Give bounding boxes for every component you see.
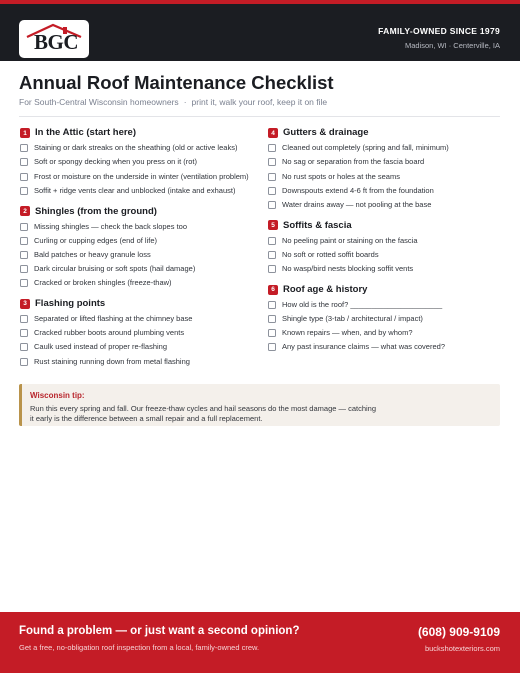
checkbox[interactable]	[20, 187, 28, 195]
checklist-item-label: Cracked rubber boots around plumbing vents	[34, 328, 185, 338]
checkbox[interactable]	[268, 251, 276, 259]
subtitle-instructions: print it, walk your roof, keep it on file	[191, 97, 328, 107]
checklist-column-left	[20, 126, 260, 367]
checklist-item-label: Soffit + ridge vents clear and unblocked (intake and exhaust)	[34, 185, 236, 195]
checklist-item	[20, 357, 260, 368]
page-header	[0, 4, 520, 61]
checklist-item	[20, 186, 260, 197]
checklist-item	[268, 250, 504, 261]
checklist-item-label: Known repairs — when, and by whom?	[282, 328, 413, 338]
tip-body: Run this every spring and fall. Our freeze-thaw cycles and hail seasons do the most damage — catching it early is the difference between a small repair and a full replacement.	[30, 404, 377, 423]
checklist-item-label: Curling or cupping edges (end of life)	[34, 235, 157, 245]
section-header	[268, 126, 504, 140]
wisconsin-tip-callout	[19, 384, 500, 426]
subtitle-audience: For South-Central Wisconsin homeowners	[19, 97, 179, 107]
checklist-item-label: Dark circular bruising or soft spots (hail damage)	[34, 264, 196, 274]
checklist-item-label: Soft or spongy decking when you press on it (rot)	[34, 157, 198, 167]
checkbox[interactable]	[268, 187, 276, 195]
checkbox[interactable]	[20, 265, 28, 273]
checklist-section	[20, 297, 260, 367]
section-title: Flashing points	[35, 298, 106, 310]
checklist-items	[20, 143, 260, 196]
checklist-item	[268, 157, 504, 168]
checklist-item	[268, 342, 504, 353]
checklist-item-label: How old is the roof? ______________________	[282, 300, 443, 310]
checklist-item	[268, 314, 504, 325]
checklist-section	[20, 126, 260, 196]
checkbox[interactable]	[20, 158, 28, 166]
checklist-item	[268, 300, 504, 311]
checkbox[interactable]	[268, 201, 276, 209]
checkbox[interactable]	[20, 144, 28, 152]
footer-phone[interactable]: (608) 909-9109	[417, 625, 500, 639]
section-title: Gutters & drainage	[283, 127, 369, 139]
checklist-item	[20, 157, 260, 168]
page-footer	[0, 612, 520, 673]
checkbox[interactable]	[20, 251, 28, 259]
checklist-item	[20, 172, 260, 183]
header-tagline: FAMILY-OWNED SINCE 1979	[378, 26, 500, 36]
checkbox[interactable]	[268, 343, 276, 351]
checklist-item	[268, 186, 504, 197]
section-title: Soffits & fascia	[283, 219, 352, 231]
checklist-item	[20, 143, 260, 154]
checkbox[interactable]	[268, 329, 276, 337]
checklist-item	[20, 222, 260, 233]
section-title: Shingles (from the ground)	[35, 205, 157, 217]
checklist-item	[20, 342, 260, 353]
checklist-item	[20, 236, 260, 247]
checklist-item	[268, 328, 504, 339]
checklist-item	[20, 264, 260, 275]
checkbox[interactable]	[20, 315, 28, 323]
logo-text: BGC	[34, 30, 79, 54]
checklist-item-label: Staining or dark streaks on the sheathing (old or active leaks)	[34, 143, 238, 153]
title-divider	[19, 116, 500, 117]
checklist-item-label: Cleaned out completely (spring and fall, minimum)	[282, 143, 449, 153]
checklist-item	[268, 264, 504, 275]
section-header	[20, 204, 260, 218]
checkbox[interactable]	[268, 173, 276, 181]
checklist-item-label: Cracked or broken shingles (freeze-thaw)	[34, 278, 172, 288]
section-number-badge: 1	[20, 128, 30, 138]
checklist-item	[268, 172, 504, 183]
checkbox[interactable]	[20, 237, 28, 245]
header-locations: Madison, WI · Centerville, IA	[404, 40, 500, 50]
checkbox[interactable]	[20, 343, 28, 351]
checkbox[interactable]	[20, 279, 28, 287]
checkbox[interactable]	[268, 237, 276, 245]
checkbox[interactable]	[268, 144, 276, 152]
checklist-column-right	[268, 126, 504, 353]
checklist-section	[20, 204, 260, 288]
checklist-section	[268, 218, 504, 274]
section-header	[268, 283, 504, 297]
checklist-item-label: Downspouts extend 4-6 ft from the foundation	[282, 185, 434, 195]
checkbox[interactable]	[20, 329, 28, 337]
section-title: Roof age & history	[283, 284, 368, 295]
checkbox[interactable]	[20, 173, 28, 181]
section-number-badge: 2	[20, 206, 30, 216]
checkbox[interactable]	[268, 315, 276, 323]
checkbox[interactable]	[268, 301, 276, 309]
checklist-item-label: Any past insurance claims — what was covered?	[282, 342, 445, 352]
checklist-item	[268, 236, 504, 247]
checklist-item-label: Shingle type (3-tab / architectural / impact)	[282, 314, 423, 324]
page-title: Annual Roof Maintenance Checklist	[19, 72, 334, 93]
checklist-section	[268, 126, 504, 210]
checklist-section	[268, 283, 504, 353]
checklist-item-label: No rust spots or holes at the seams	[282, 171, 400, 181]
checklist-items	[20, 314, 260, 367]
checklist-item-label: No soft or rotted soffit boards	[282, 249, 379, 259]
checklist-item	[20, 314, 260, 325]
checklist-items	[20, 222, 260, 289]
checklist-item-label: Rust staining running down from metal flashing	[34, 356, 190, 366]
footer-website[interactable]: buckshotexteriors.com	[424, 644, 500, 653]
section-title: In the Attic (start here)	[35, 127, 136, 139]
checklist-item-label: Separated or lifted flashing at the chimney base	[34, 314, 193, 324]
checkbox[interactable]	[20, 223, 28, 231]
section-header	[268, 218, 504, 232]
checklist-item	[20, 278, 260, 289]
section-header	[20, 297, 260, 311]
section-number-badge: 4	[268, 128, 278, 138]
checkbox[interactable]	[20, 358, 28, 366]
checklist-item	[268, 200, 504, 211]
checkbox[interactable]	[268, 158, 276, 166]
checklist-item	[20, 250, 260, 261]
checklist-item-label: Water drains away — not pooling at the base	[282, 199, 432, 209]
footer-cta: Found a problem — or just want a second opinion?	[19, 625, 300, 637]
checklist-item-label: Bald patches or heavy granule loss	[34, 249, 151, 259]
section-number-badge: 6	[268, 285, 278, 295]
checklist-item-label: Caulk used instead of proper re-flashing	[34, 342, 167, 352]
checklist-item	[268, 143, 504, 154]
footer-subtext: Get a free, no-obligation roof inspection from a local, family-owned crew.	[19, 643, 260, 652]
section-header	[20, 126, 260, 140]
checklist-items	[268, 300, 504, 353]
tip-label: Wisconsin tip:	[30, 391, 85, 400]
page-subtitle	[19, 97, 327, 107]
checklist-item-label: No wasp/bird nests blocking soffit vents	[282, 264, 414, 274]
checklist-items	[268, 236, 504, 275]
checklist-item-label: Missing shingles — check the back slopes too	[34, 221, 187, 231]
subtitle-separator: ·	[183, 97, 187, 107]
checklist-item-label: No peeling paint or staining on the fascia	[282, 235, 418, 245]
section-number-badge: 3	[20, 299, 30, 309]
checkbox[interactable]	[268, 265, 276, 273]
checklist-item-label: No sag or separation from the fascia board	[282, 157, 425, 167]
checklist-item-label: Frost or moisture on the underside in winter (ventilation problem)	[34, 171, 249, 181]
section-number-badge: 5	[268, 220, 278, 230]
checklist-items	[268, 143, 504, 210]
company-logo	[19, 20, 89, 58]
checklist-item	[20, 328, 260, 339]
